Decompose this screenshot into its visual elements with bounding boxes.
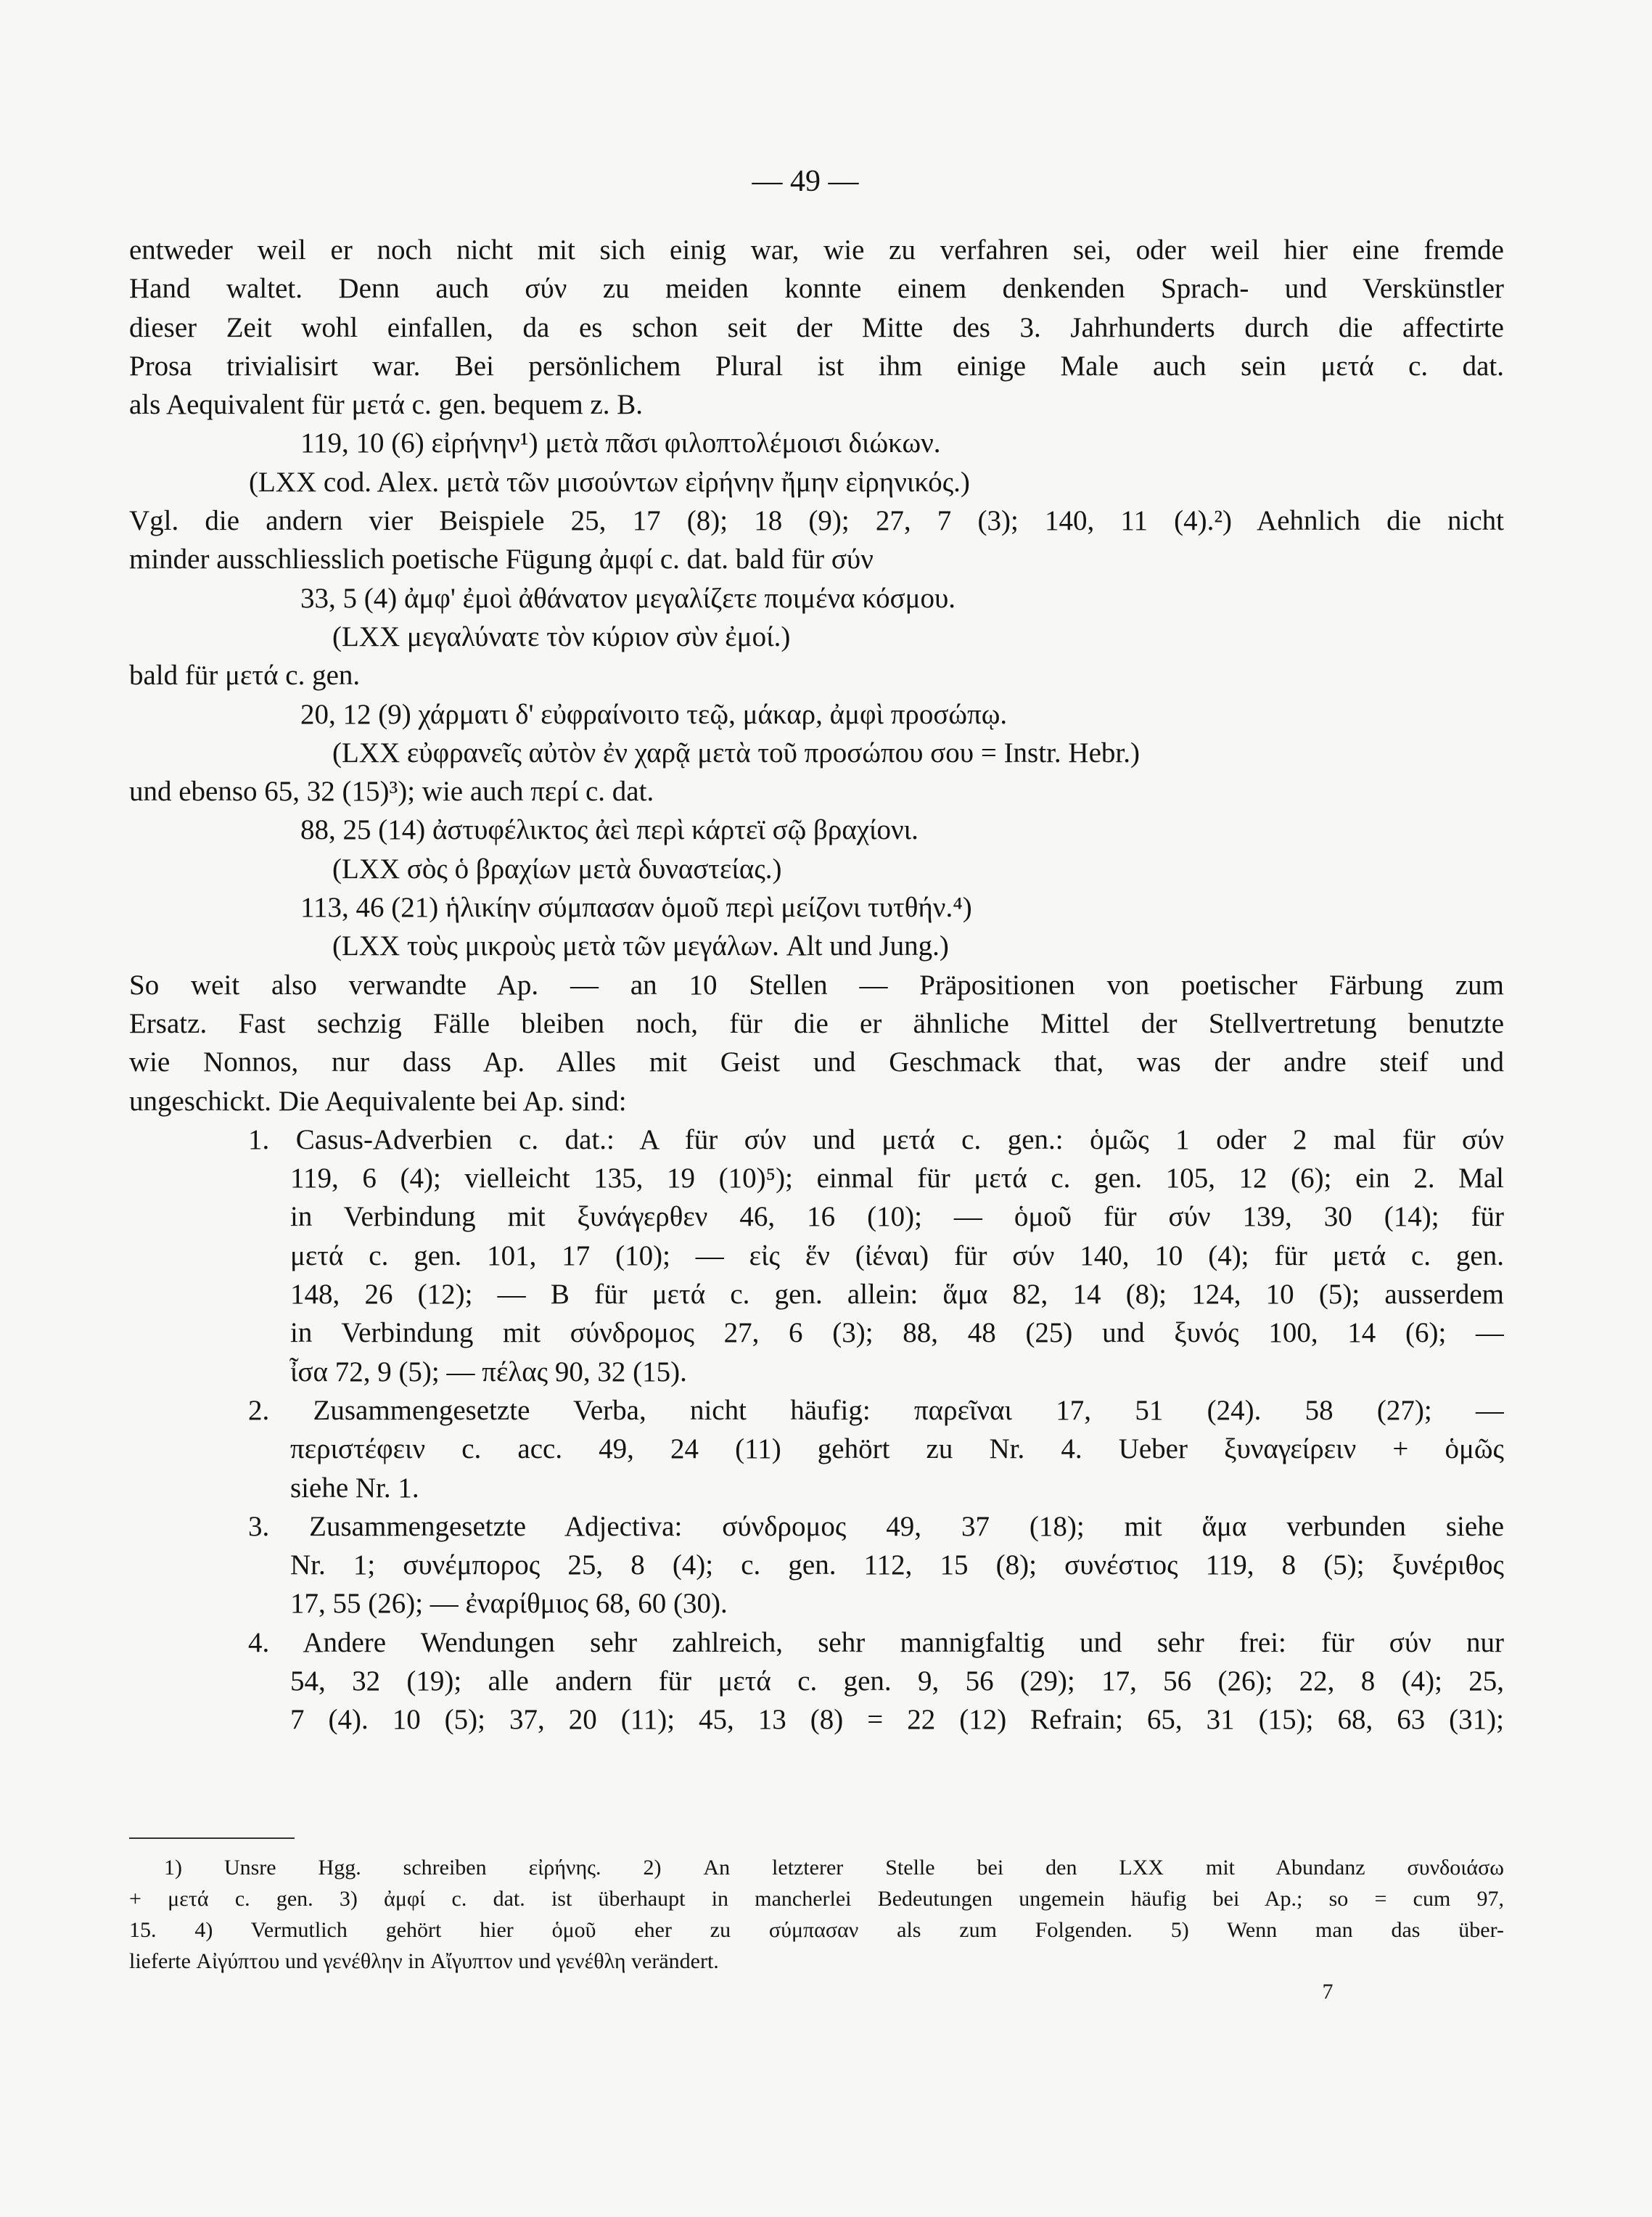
text-line: Hand waltet. Denn auch σύν zu meiden konnte einem denkenden Sprach- und Verskünstler [129,273,1504,305]
text-line: siehe Nr. 1. [290,1472,419,1504]
text-line: 119, 10 (6) εἰρήνην¹) μετὰ πᾶσι φιλοπτολέμοισι διώκων. [300,427,941,459]
text-line: 17, 55 (26); — ἐναρίθμιος 68, 60 (30). [290,1588,728,1620]
main-text [129,231,1504,1739]
text-line: bald für μετά c. gen. [129,660,361,692]
text-line: 20, 12 (9) χάρματι δ' εὐφραίνοιτο τεῷ, μάκαρ, ἀμφὶ προσώπῳ. [300,698,1008,730]
text-line: als Aequivalent für μετά c. gen. bequem z. B. [129,389,644,421]
text-line: 148, 26 (12); — B für μετά c. gen. allein: ἅμα 82, 14 (8); 124, 10 (5); ausserdem [290,1279,1504,1311]
text-line: in Verbindung mit σύνδρομος 27, 6 (3); 88, 48 (25) und ξυνός 100, 14 (6); — [290,1317,1504,1349]
text-line: und ebenso 65, 32 (15)³); wie auch περί c. dat. [129,776,654,808]
text-line: 1. Casus-Adverbien c. dat.: A für σύν und μετά c. gen.: ὁμῶς 1 oder 2 mal für σύν [248,1123,1504,1155]
text-line: 54, 32 (19); alle andern für μετά c. gen. 9, 56 (29); 17, 56 (26); 22, 8 (4); 25, [290,1665,1504,1697]
text-line: (LXX cod. Alex. μετὰ τῶν μισούντων εἰρήνην ἤμην εἰρηνικός.) [249,466,970,498]
text-line: ἶσα 72, 9 (5); — πέλας 90, 32 (15). [290,1356,687,1388]
footnote-line: 1) Unsre Hgg. schreiben εἰρήνης. 2) An letzterer Stelle bei den LXX mit Abundanz συνδοιάσω [164,1856,1504,1880]
text-line: 2. Zusammengesetzte Verba, nicht häufig: παρεῖναι 17, 51 (24). 58 (27); — [248,1394,1504,1426]
text-line: entweder weil er noch nicht mit sich einig war, wie zu verfahren sei, oder weil hier eine fremde [129,234,1504,266]
page-number: — 49 — [752,165,859,198]
text-line: περιστέφειν c. acc. 49, 24 (11) gehört zu Nr. 4. Ueber ξυναγείρειν + ὁμῶς [290,1433,1504,1465]
text-line: (LXX εὐφρανεῖς αὐτὸν ἐν χαρᾷ μετὰ τοῦ προσώπου σου = Instr. Hebr.) [332,737,1140,769]
text-line: 113, 46 (21) ἡλικίην σύμπασαν ὁμοῦ περὶ μείζονι τυτθήν.⁴) [300,892,972,924]
text-line: 4. Andere Wendungen sehr zahlreich, sehr mannigfaltig und sehr frei: für σύν nur [248,1626,1504,1658]
text-line: in Verbindung mit ξυνάγερθεν 46, 16 (10); — ὁμοῦ für σύν 139, 30 (14); für [290,1201,1504,1233]
text-line: So weit also verwandte Ap. — an 10 Stellen — Präpositionen von poetischer Färbung zum [129,969,1504,1001]
text-line: (LXX τοὺς μικροὺς μετὰ τῶν μεγάλων. Alt und Jung.) [332,930,949,962]
text-line: (LXX σὸς ὁ βραχίων μετὰ δυναστείας.) [332,853,782,885]
text-line: wie Nonnos, nur dass Ap. Alles mit Geist und Geschmack that, was der andre steif und [129,1046,1504,1078]
footnote-rule [129,1837,295,1839]
signature-mark: 7 [1322,1980,1333,2004]
footnote-line: 15. 4) Vermutlich gehört hier ὁμοῦ eher zu σύμπασαν als zum Folgenden. 5) Wenn man das über- [129,1918,1504,1942]
footnote-line: lieferte Αἰγύπτου und γενέθλην in Αἴγυπτον und γενέθλη verändert. [129,1949,719,1973]
text-line: Nr. 1; συνέμπορος 25, 8 (4); c. gen. 112, 15 (8); συνέστιος 119, 8 (5); ξυνέριθος [290,1549,1504,1581]
text-line: ungeschickt. Die Aequivalente bei Ap. sind: [129,1085,627,1117]
text-line: Vgl. die andern vier Beispiele 25, 17 (8); 18 (9); 27, 7 (3); 140, 11 (4).²) Aehnlich die nicht [129,505,1504,537]
text-line: minder ausschliesslich poetische Fügung ἀμφί c. dat. bald für σύν [129,544,874,575]
text-line: 119, 6 (4); vielleicht 135, 19 (10)⁵); einmal für μετά c. gen. 105, 12 (6); ein 2. Mal [290,1163,1504,1194]
text-line: 88, 25 (14) ἀστυφέλικτος ἀεὶ περὶ κάρτεϊ σῷ βραχίονι. [300,814,919,846]
text-line: μετά c. gen. 101, 17 (10); — εἰς ἕν (ἰέναι) für σύν 140, 10 (4); für μετά c. gen. [290,1239,1504,1271]
text-line: (LXX μεγαλύνατε τὸν κύριον σὺν ἐμοί.) [332,620,791,652]
text-line: dieser Zeit wohl einfallen, da es schon seit der Mitte des 3. Jahrhunderts durch die affectirte [129,311,1504,343]
footnote-line: + μετά c. gen. 3) ἀμφί c. dat. ist überhaupt in mancherlei Bedeutungen ungemein häufig bei Ap.; so = cum 97, [129,1887,1504,1911]
text-line: Prosa trivialisirt war. Bei persönlichem Plural ist ihm einige Male auch sein μετά c. dat. [129,350,1504,382]
text-line: Ersatz. Fast sechzig Fälle bleiben noch, für die er ähnliche Mittel der Stellvertretung benutzte [129,1007,1504,1039]
text-line: 7 (4). 10 (5); 37, 20 (11); 45, 13 (8) = 22 (12) Refrain; 65, 31 (15); 68, 63 (31); [290,1704,1504,1736]
footnotes [129,1852,1504,1977]
text-line: 3. Zusammengesetzte Adjectiva: σύνδρομος 49, 37 (18); mit ἅμα verbunden siehe [248,1510,1504,1542]
text-line: 33, 5 (4) ἀμφ' ἐμοὶ ἀθάνατον μεγαλίζετε ποιμένα κόσμου. [300,582,956,614]
